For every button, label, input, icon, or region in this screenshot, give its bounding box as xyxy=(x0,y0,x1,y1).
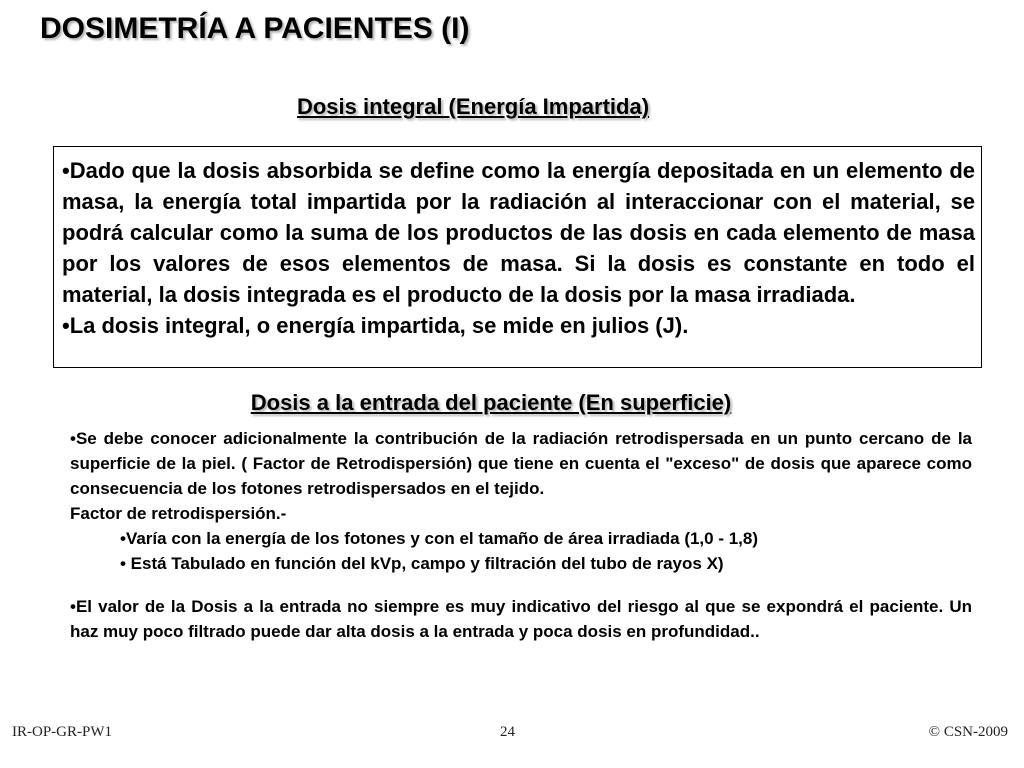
slide-title: DOSIMETRÍA A PACIENTES (I) xyxy=(40,12,470,45)
entrance-dose-section xyxy=(70,426,972,644)
footer-code: IR-OP-GR-PW1 xyxy=(12,724,112,740)
section1-heading: Dosis integral (Energía Impartida) xyxy=(296,94,650,119)
bullet-units: •La dosis integral, o energía impartida, se mide en julios (J). xyxy=(62,313,689,338)
backscatter-intro: •Se debe conocer adicionalmente la contribución de la radiación retrodispersada en un punto cercano de la superficie de la piel. ( Factor de Retrodispersión) que tiene en cuenta el "exceso" de dosis que aparece como consecuencia de los fotones retrodispersados en el tejido. xyxy=(70,429,972,498)
footer-copyright: © CSN-2009 xyxy=(928,724,1008,740)
sub-bullet-energy: •Varía con la energía de los fotones y con el tamaño de área irradiada (1,0 - 1,8) xyxy=(120,529,759,548)
sub-bullet-tabulated: • Está Tabulado en función del kVp, campo y filtración del tubo de rayos X) xyxy=(120,554,724,573)
integral-dose-box xyxy=(53,146,982,368)
page-number: 24 xyxy=(500,724,515,740)
closing-bullet: •El valor de la Dosis a la entrada no siempre es muy indicativo del riesgo al que se expondrá el paciente. Un haz muy poco filtrado puede dar alta dosis a la entrada y poca dosis en profundidad.. xyxy=(70,597,972,641)
section2-heading: Dosis a la entrada del paciente (En superficie) xyxy=(250,390,732,415)
bullet-definition: •Dado que la dosis absorbida se define como la energía depositada en un elemento de masa, la energía total impartida por la radiación al interaccionar con el material, se podrá calcular como la suma de los productos de las dosis en cada elemento de masa por los valores de esos elementos de masa. Si la dosis es constante en todo el material, la dosis integrada es el producto de la dosis por la masa irradiada. xyxy=(62,158,975,307)
factor-label: Factor de retrodispersión.- xyxy=(70,504,287,523)
